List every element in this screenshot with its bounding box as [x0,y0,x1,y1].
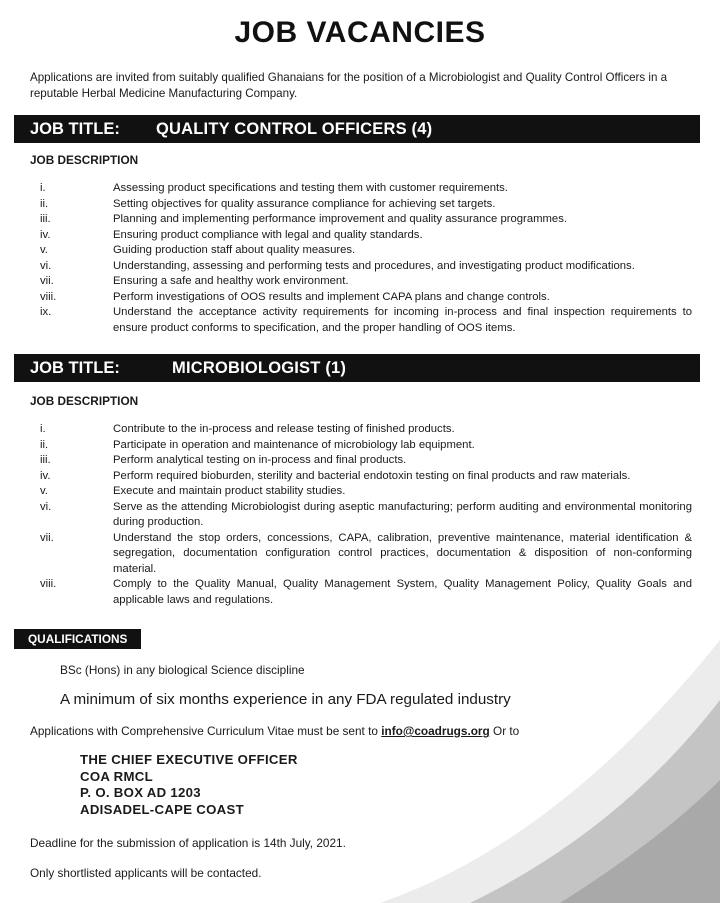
list-item-text: Guiding production staff about quality measures. [113,244,356,256]
qualification-degree: BSc (Hons) in any biological Science discipline [60,663,305,677]
list-item [40,197,692,213]
list-item-text: Perform analytical testing on in-process and final products. [113,454,407,466]
job-title-band-micro [14,354,700,382]
job-description-heading: JOB DESCRIPTION [30,153,139,167]
job-title-band-qc [14,115,700,143]
list-item-text: Understand the stop orders, concessions, CAPA, calibration, preventive maintenance, material identification & segregation, documentation configuration control practices, documentation & disposition of non-conforming material. [113,531,692,575]
address-line: ADISADEL-CAPE COAST [80,801,244,817]
list-item-number: iii. [40,213,51,225]
apply-prefix: Applications with Comprehensive Curriculum Vitae must be sent to [30,724,382,738]
list-item-text: Setting objectives for quality assurance compliance for achieving set targets. [113,197,496,210]
qualifications-heading: QUALIFICATIONS [14,629,141,649]
address-line: P. O. BOX AD 1203 [80,785,201,800]
list-item-number: i. [40,423,46,435]
list-item [40,422,692,438]
job-title-value: QUALITY CONTROL OFFICERS (4) [156,119,433,138]
list-item-number: vi. [40,259,52,272]
list-item-number: i. [40,182,46,194]
list-item-number: vi. [40,500,52,513]
list-item-number: ii. [40,197,49,210]
list-item [40,228,692,244]
list-item [40,305,692,336]
list-item-text: Planning and implementing performance improvement and quality assurance programmes. [113,213,567,225]
list-item [40,577,692,608]
list-item-text: Ensuring product compliance with legal and quality standards. [113,228,423,241]
list-item [40,469,692,485]
list-item-number: ix. [40,306,52,318]
list-item-number: viii. [40,578,57,590]
list-item-text: Understanding, assessing and performing tests and procedures, and investigating product modifications. [113,259,635,272]
list-item-text: Ensuring a safe and healthy work environment. [113,275,349,287]
page-title: JOB VACANCIES [234,16,486,49]
list-item-text: Comply to the Quality Manual, Quality Management System, Quality Management Policy, Quality Goals and applicable laws and regulations. [113,578,692,606]
job-title-label: JOB TITLE: [30,119,120,138]
list-item [40,181,692,197]
email-link[interactable]: info@coadrugs.org [381,724,490,738]
list-item-text: Contribute to the in-process and release testing of finished products. [113,423,455,435]
list-item-number: vii. [40,275,54,287]
list-item-number: vii. [40,531,54,544]
list-item-text: Execute and maintain product stability studies. [113,485,346,497]
list-item [40,259,692,275]
job-title-value: MICROBIOLOGIST (1) [172,358,347,377]
list-item-number: viii. [40,290,57,303]
list-item [40,290,692,306]
qc-duties-list [40,181,692,336]
list-item [40,500,692,531]
list-item [40,484,692,500]
apply-suffix: Or to [489,724,520,738]
list-item-text: Assessing product specifications and testing them with customer requirements. [113,182,508,194]
job-description-heading: JOB DESCRIPTION [30,394,139,408]
list-item-text: Participate in operation and maintenance of microbiology lab equipment. [113,438,475,451]
shortlist-notice: Only shortlisted applicants will be contacted. [30,866,262,880]
micro-duties-list [40,422,692,608]
list-item [40,438,692,454]
intro-paragraph: Applications are invited from suitably qualified Ghanaians for the position of a Microbiologist and Quality Control Officers in a reputable Herbal Medicine Manufacturing Company. [30,71,668,100]
mailing-address [80,752,298,818]
list-item-text: Serve as the attending Microbiologist during aseptic manufacturing; perform auditing and environmental monitoring during production. [113,500,692,528]
list-item [40,243,692,259]
list-item [40,274,692,290]
address-line: THE CHIEF EXECUTIVE OFFICER [80,752,298,767]
list-item-text: Understand the acceptance activity requirements for incoming in-process and final inspection requirements to ensure product conforms to specification, and the proper handling of OOS items. [113,306,692,334]
list-item-number: v. [40,244,48,256]
list-item-number: v. [40,485,48,497]
list-item-number: iii. [40,454,51,466]
list-item-number: iv. [40,469,51,482]
list-item [40,212,692,228]
address-line: COA RMCL [80,768,153,784]
application-instructions [30,724,519,738]
qualification-experience: A minimum of six months experience in any FDA regulated industry [60,691,511,708]
list-item [40,453,692,469]
list-item [40,531,692,578]
list-item-text: Perform investigations of OOS results and implement CAPA plans and change controls. [113,290,550,303]
deadline-notice: Deadline for the submission of application is 14th July, 2021. [30,836,346,850]
list-item-text: Perform required bioburden, sterility and bacterial endotoxin testing on final products and raw materials. [113,469,631,482]
job-title-label: JOB TITLE: [30,358,120,377]
list-item-number: iv. [40,228,51,241]
list-item-number: ii. [40,438,49,451]
